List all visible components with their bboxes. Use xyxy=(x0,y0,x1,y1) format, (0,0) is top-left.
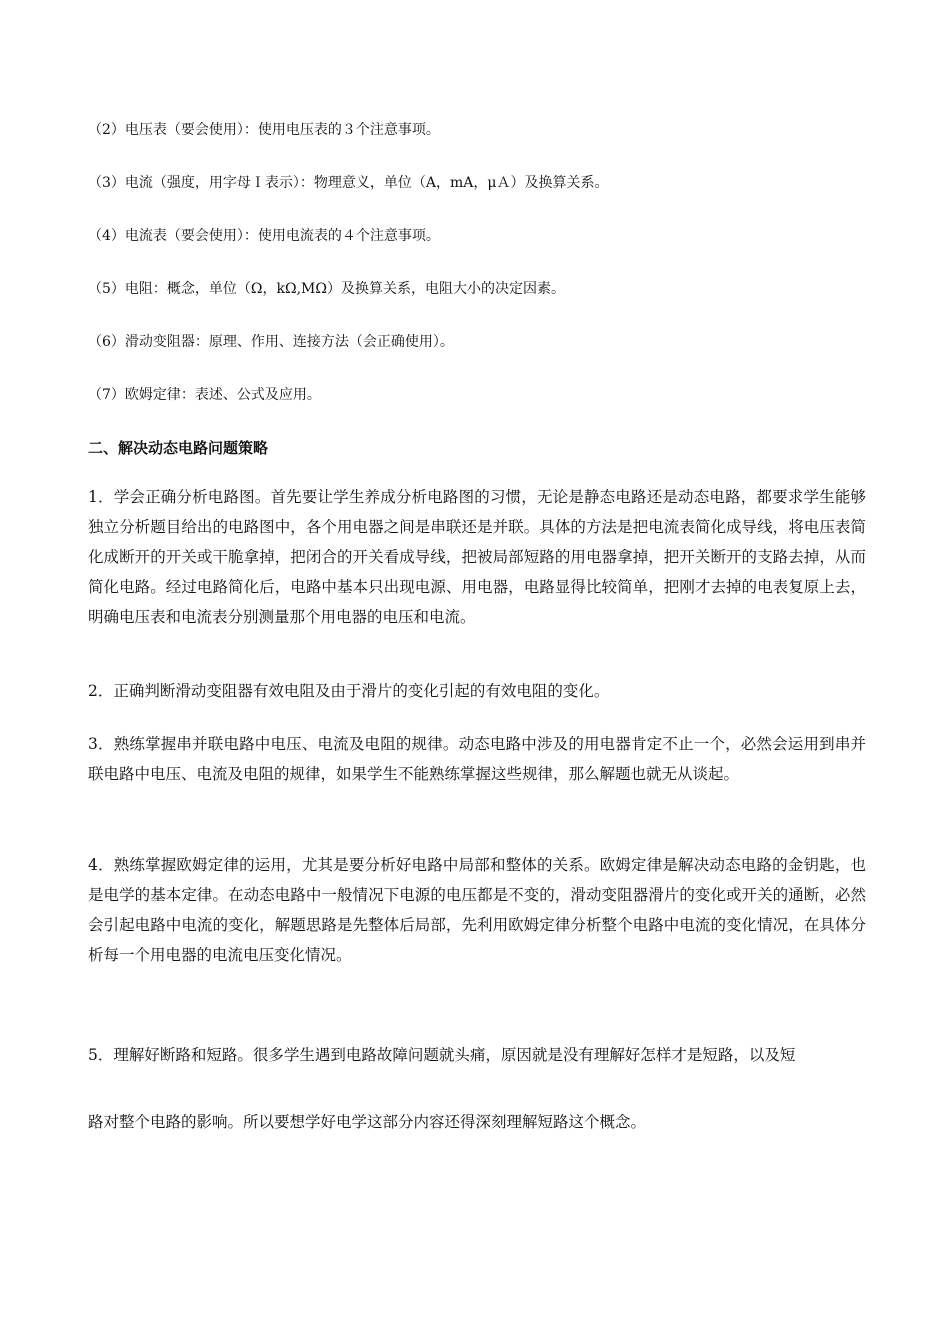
section-heading: 二、解决动态电路问题策略 xyxy=(88,439,269,457)
paragraph-5-line-2: 路对整个电路的影响。所以要想学好电学这部分内容还得深刻理解短路这个概念。 xyxy=(88,1113,647,1131)
paragraph-3: 3．熟练掌握串并联电路中电压、电流及电阻的规律。动态电路中涉及的用电器肯定不止一个，必然会运用到串并联电路中电压、电流及电阻的规律，如果学生不能熟练掌握这些规律，那么解题也就无从谈起。 xyxy=(88,735,866,783)
list-item-ammeter: （4）电流表（要会使用）：使用电流表的４个注意事项。 xyxy=(88,228,440,244)
list-item-rheostat: （6）滑动变阻器：原理、作用、连接方法（会正确使用）。 xyxy=(88,334,454,350)
paragraph-2: 2．正确判断滑动变阻器有效电阻及由于滑片的变化引起的有效电阻的变化。 xyxy=(88,682,610,700)
list-item-voltmeter: （2）电压表（要会使用）：使用电压表的３个注意事项。 xyxy=(88,122,440,138)
paragraph-5-line-1: 5．理解好断路和短路。很多学生遇到电路故障问题就头痛，原因就是没有理解好怎样才是短路，以及短 xyxy=(88,1046,796,1064)
list-item-ohms-law: （7）欧姆定律：表述、公式及应用。 xyxy=(88,387,321,403)
paragraph-1: 1．学会正确分析电路图。首先要让学生养成分析电路图的习惯，无论是静态电路还是动态电路，都要求学生能够独立分析题目给出的电路图中，各个用电器之间是串联还是并联。具体的方法是把电流表简化成导线，将电压表简化成断开的开关或干脆拿掉，把闭合的开关看成导线，把被局部短路的用电器拿掉，把开关断开的支路去掉，从而简化电路。经过电路简化后，电路中基本只出现电源、用电器，电路显得比较简单，把刚才去掉的电表复原上去，明确电压表和电流表分别测量那个用电器的电压和电流。 xyxy=(88,488,866,626)
list-item-resistance: （5）电阻：概念，单位（Ω，kΩ,MΩ）及换算关系，电阻大小的决定因素。 xyxy=(88,281,565,297)
list-item-current: （3）电流（强度，用字母Ｉ表示）：物理意义，单位（A，mA，μＡ）及换算关系。 xyxy=(88,175,609,191)
paragraph-4: 4．熟练掌握欧姆定律的运用，尤其是要分析好电路中局部和整体的关系。欧姆定律是解决动态电路的金钥匙，也是电学的基本定律。在动态电路中一般情况下电源的电压都是不变的，滑动变阻器滑片的变化或开关的通断，必然会引起电路中电流的变化，解题思路是先整体后局部，先利用欧姆定律分析整个电路中电流的变化情况，在具体分析每一个用电器的电流电压变化情况。 xyxy=(88,856,866,964)
